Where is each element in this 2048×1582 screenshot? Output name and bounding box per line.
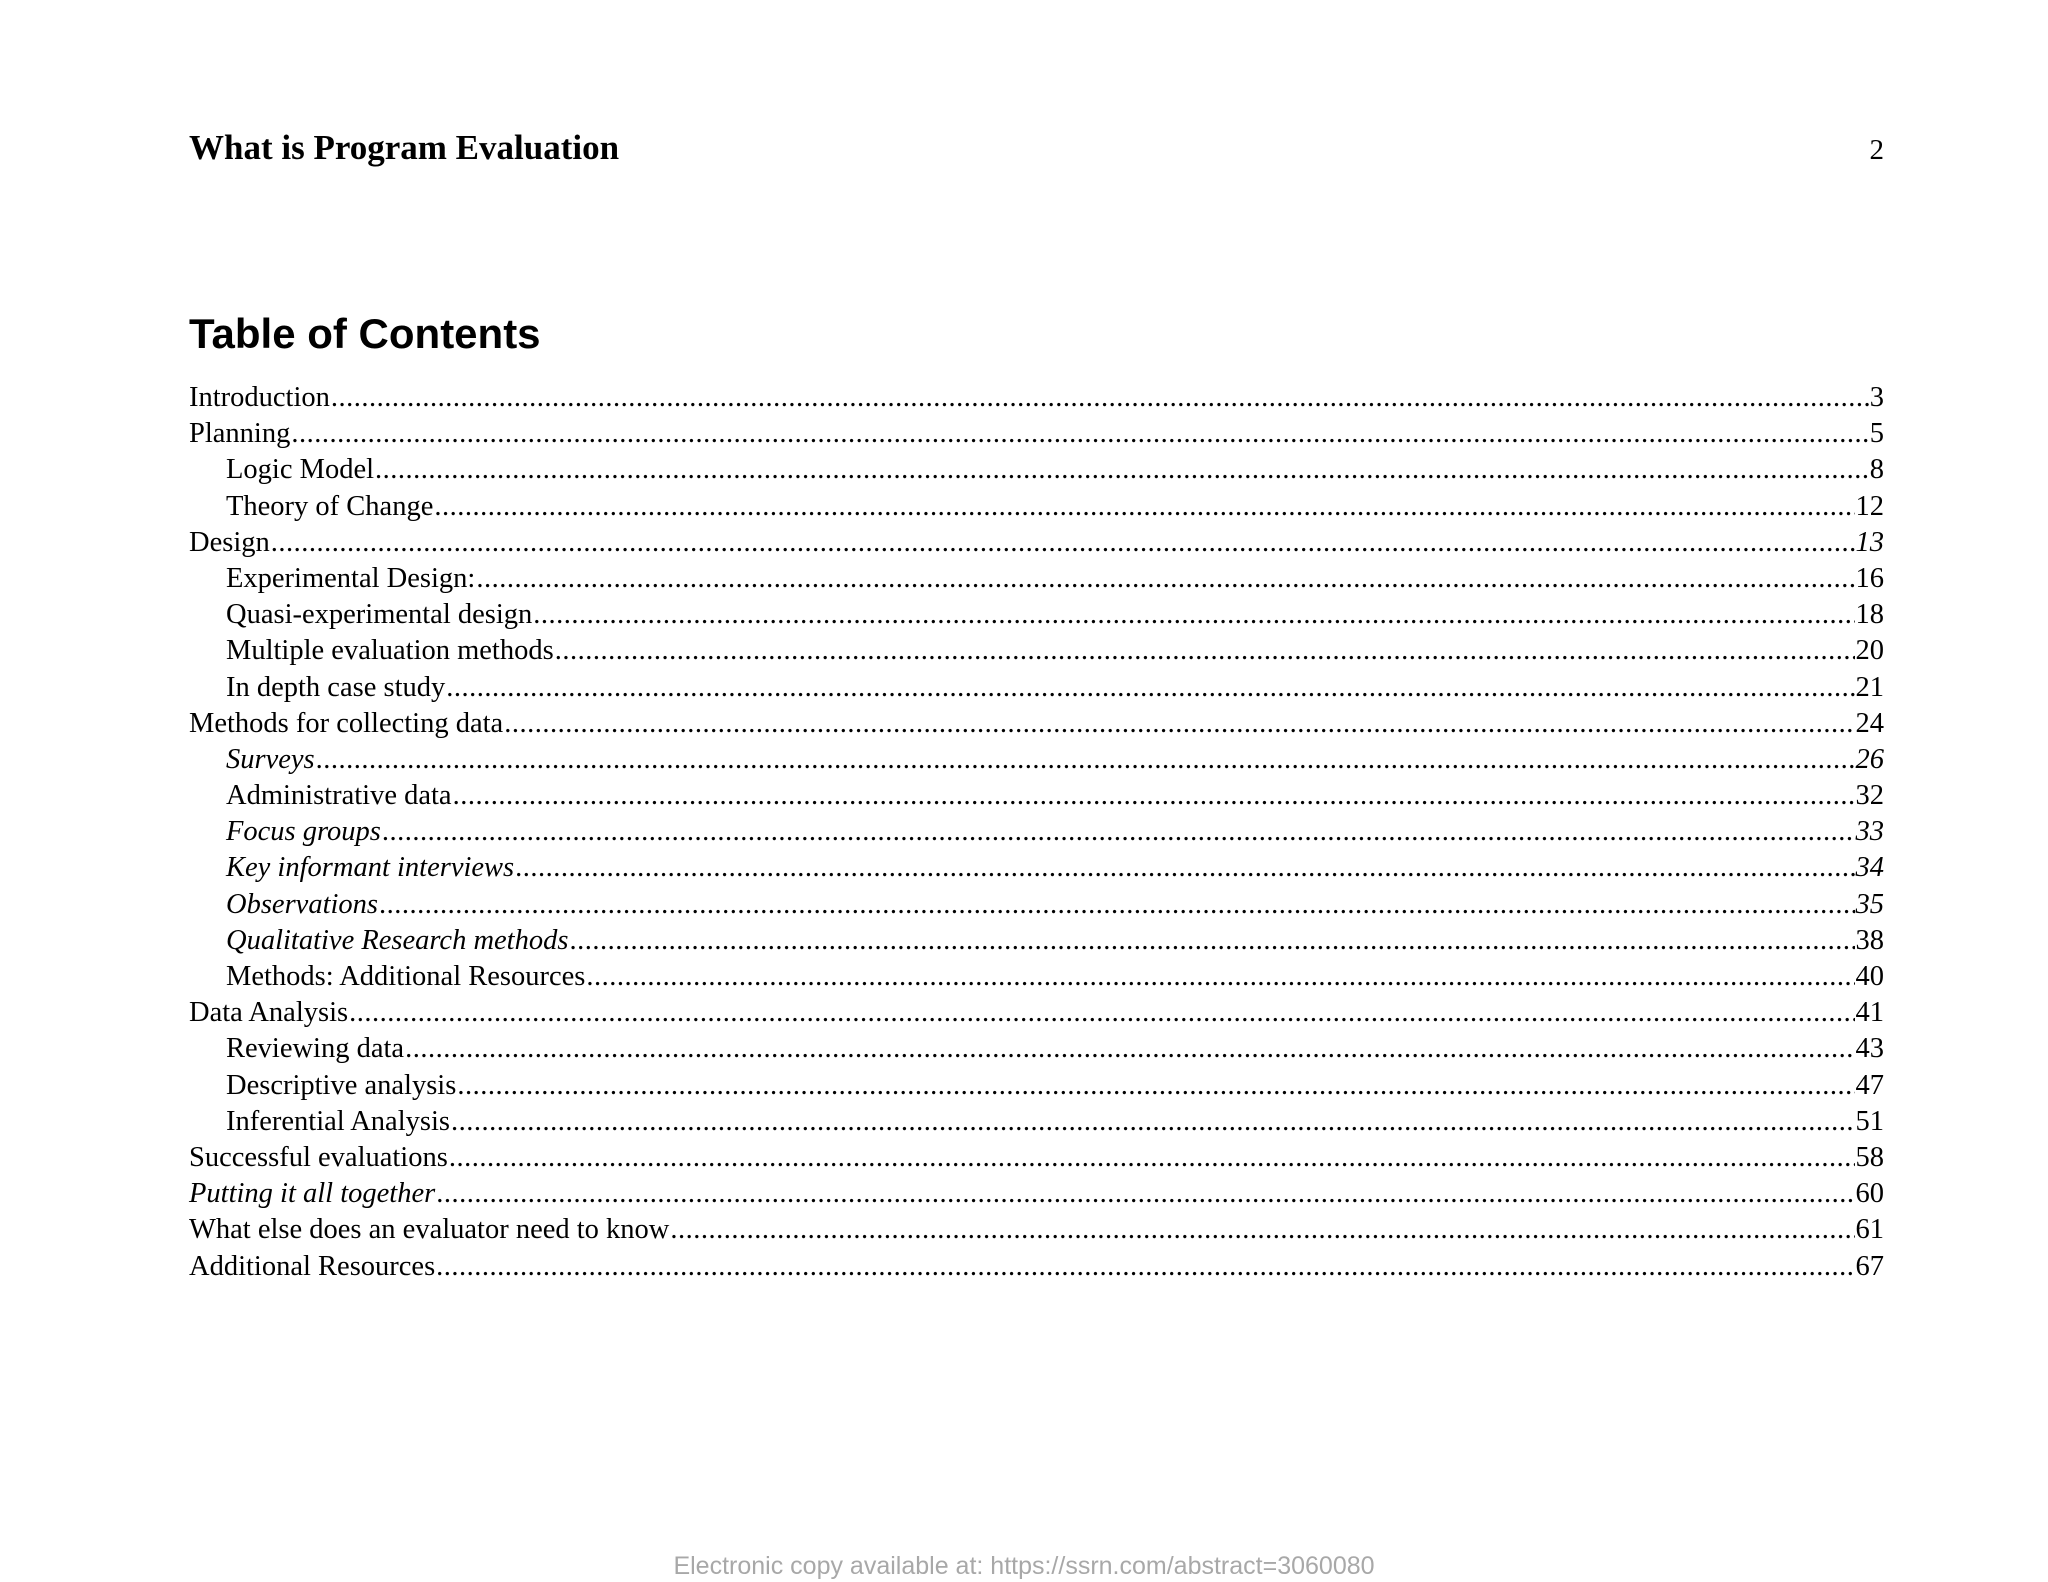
toc-entry-methods-additional-resources[interactable] bbox=[189, 959, 1884, 995]
dot-leader bbox=[451, 1104, 1855, 1140]
toc-entry-page: 60 bbox=[1855, 1178, 1884, 1210]
dot-leader bbox=[515, 850, 1854, 886]
toc-entry-observations[interactable] bbox=[189, 887, 1884, 923]
toc-entry-page: 61 bbox=[1855, 1214, 1884, 1246]
toc-entry-focus-groups[interactable] bbox=[189, 814, 1884, 850]
toc-entry-label: Key informant interviews bbox=[226, 852, 515, 884]
toc-entry-page: 41 bbox=[1855, 997, 1884, 1029]
toc-entry-label: Putting it all together bbox=[189, 1178, 436, 1210]
dot-leader bbox=[533, 597, 1854, 633]
dot-leader bbox=[316, 742, 1855, 778]
toc-entry-page: 24 bbox=[1855, 707, 1884, 739]
toc-entry-label: Multiple evaluation methods bbox=[226, 635, 554, 667]
table-of-contents bbox=[189, 380, 1884, 1285]
dot-leader bbox=[569, 923, 1854, 959]
page-number: 2 bbox=[1869, 134, 1884, 166]
toc-entry-what-else-does-an-evaluator-need-to-know[interactable] bbox=[189, 1212, 1884, 1248]
toc-entry-design[interactable] bbox=[189, 525, 1884, 561]
dot-leader bbox=[375, 452, 1869, 488]
toc-entry-label: Surveys bbox=[226, 743, 315, 775]
toc-entry-introduction[interactable] bbox=[189, 380, 1884, 416]
toc-entry-page: 16 bbox=[1855, 562, 1884, 594]
toc-entry-label: Theory of Change bbox=[226, 490, 434, 522]
dot-leader bbox=[476, 561, 1854, 597]
toc-entry-label: Administrative data bbox=[226, 780, 452, 812]
running-head bbox=[189, 128, 1884, 168]
toc-entry-additional-resources[interactable] bbox=[189, 1249, 1884, 1285]
toc-entry-page: 67 bbox=[1855, 1250, 1884, 1282]
toc-entry-label: Introduction bbox=[189, 382, 330, 413]
toc-entry-administrative-data[interactable] bbox=[189, 778, 1884, 814]
toc-entry-label: Qualitative Research methods bbox=[226, 924, 569, 956]
toc-entry-label: Focus groups bbox=[226, 816, 381, 848]
dot-leader bbox=[331, 380, 1869, 416]
dot-leader bbox=[271, 525, 1855, 561]
toc-entry-page: 34 bbox=[1855, 852, 1884, 884]
dot-leader bbox=[379, 887, 1855, 923]
dot-leader bbox=[349, 995, 1854, 1031]
dot-leader bbox=[457, 1068, 1854, 1104]
toc-entry-putting-it-all-together[interactable] bbox=[189, 1176, 1884, 1212]
dot-leader bbox=[291, 416, 1868, 452]
toc-entry-page: 18 bbox=[1855, 599, 1884, 631]
toc-entry-label: In depth case study bbox=[226, 671, 446, 703]
toc-entry-page: 20 bbox=[1855, 635, 1884, 667]
toc-entry-label: Observations bbox=[226, 888, 378, 920]
toc-entry-label: Descriptive analysis bbox=[226, 1069, 457, 1101]
toc-entry-label: Design bbox=[189, 526, 270, 558]
toc-entry-page: 40 bbox=[1855, 961, 1884, 992]
dot-leader bbox=[449, 1140, 1855, 1176]
toc-entry-methods-for-collecting-data[interactable] bbox=[189, 706, 1884, 742]
dot-leader bbox=[586, 959, 1854, 995]
dot-leader bbox=[405, 1031, 1854, 1067]
dot-leader bbox=[446, 670, 1854, 706]
dot-leader bbox=[436, 1249, 1854, 1285]
toc-entry-page: 38 bbox=[1855, 924, 1884, 956]
toc-entry-label: Additional Resources bbox=[189, 1250, 436, 1282]
toc-entry-label: Methods for collecting data bbox=[189, 707, 504, 739]
running-title: What is Program Evaluation bbox=[189, 128, 620, 167]
toc-entry-label: Experimental Design: bbox=[226, 562, 476, 594]
toc-entry-theory-of-change[interactable] bbox=[189, 489, 1884, 525]
toc-entry-page: 13 bbox=[1855, 526, 1884, 558]
toc-entry-surveys[interactable] bbox=[189, 742, 1884, 778]
toc-entry-page: 43 bbox=[1855, 1033, 1884, 1065]
toc-entry-label: Quasi-experimental design bbox=[226, 599, 533, 631]
toc-entry-inferential-analysis[interactable] bbox=[189, 1104, 1884, 1140]
dot-leader bbox=[555, 633, 1855, 669]
toc-entry-label: Inferential Analysis bbox=[226, 1105, 450, 1137]
toc-entry-quasi-experimental-design[interactable] bbox=[189, 597, 1884, 633]
toc-entry-page: 12 bbox=[1855, 490, 1884, 522]
toc-entry-reviewing-data[interactable] bbox=[189, 1031, 1884, 1067]
toc-entry-label: Reviewing data bbox=[226, 1033, 405, 1065]
toc-entry-label: Planning bbox=[189, 418, 291, 450]
toc-entry-descriptive-analysis[interactable] bbox=[189, 1068, 1884, 1104]
toc-entry-qualitative-research-methods[interactable] bbox=[189, 923, 1884, 959]
dot-leader bbox=[504, 706, 1854, 742]
toc-entry-label: Methods: Additional Resources bbox=[226, 961, 586, 992]
dot-leader bbox=[453, 778, 1855, 814]
dot-leader bbox=[670, 1212, 1854, 1248]
toc-entry-planning[interactable] bbox=[189, 416, 1884, 452]
dot-leader bbox=[382, 814, 1855, 850]
toc-entry-label: Data Analysis bbox=[189, 997, 349, 1029]
toc-entry-page: 8 bbox=[1869, 454, 1884, 486]
toc-entry-logic-model[interactable] bbox=[189, 452, 1884, 488]
toc-entry-multiple-evaluation-methods[interactable] bbox=[189, 633, 1884, 669]
dot-leader bbox=[436, 1176, 1854, 1212]
toc-entry-key-informant-interviews[interactable] bbox=[189, 850, 1884, 886]
toc-entry-in-depth-case-study[interactable] bbox=[189, 670, 1884, 706]
toc-entry-page: 33 bbox=[1855, 816, 1884, 848]
toc-entry-label: Successful evaluations bbox=[189, 1141, 448, 1173]
toc-heading: Table of Contents bbox=[189, 310, 541, 357]
toc-entry-label: Logic Model bbox=[226, 454, 375, 486]
toc-entry-experimental-design[interactable] bbox=[189, 561, 1884, 597]
toc-entry-page: 32 bbox=[1855, 780, 1884, 812]
toc-entry-page: 3 bbox=[1869, 382, 1884, 413]
toc-entry-page: 35 bbox=[1855, 888, 1884, 920]
toc-entry-page: 21 bbox=[1855, 671, 1884, 703]
ssrn-footer-note: Electronic copy available at: https://ssrn.com/abstract=3060080 bbox=[673, 1552, 1375, 1580]
toc-entry-label: What else does an evaluator need to know bbox=[189, 1214, 670, 1246]
toc-entry-data-analysis[interactable] bbox=[189, 995, 1884, 1031]
toc-entry-page: 51 bbox=[1855, 1105, 1884, 1137]
toc-entry-page: 58 bbox=[1855, 1141, 1884, 1173]
toc-entry-page: 47 bbox=[1855, 1069, 1884, 1101]
toc-entry-page: 5 bbox=[1869, 418, 1884, 450]
dot-leader bbox=[434, 489, 1854, 525]
toc-entry-page: 26 bbox=[1855, 743, 1884, 775]
toc-entry-successful-evaluations[interactable] bbox=[189, 1140, 1884, 1176]
